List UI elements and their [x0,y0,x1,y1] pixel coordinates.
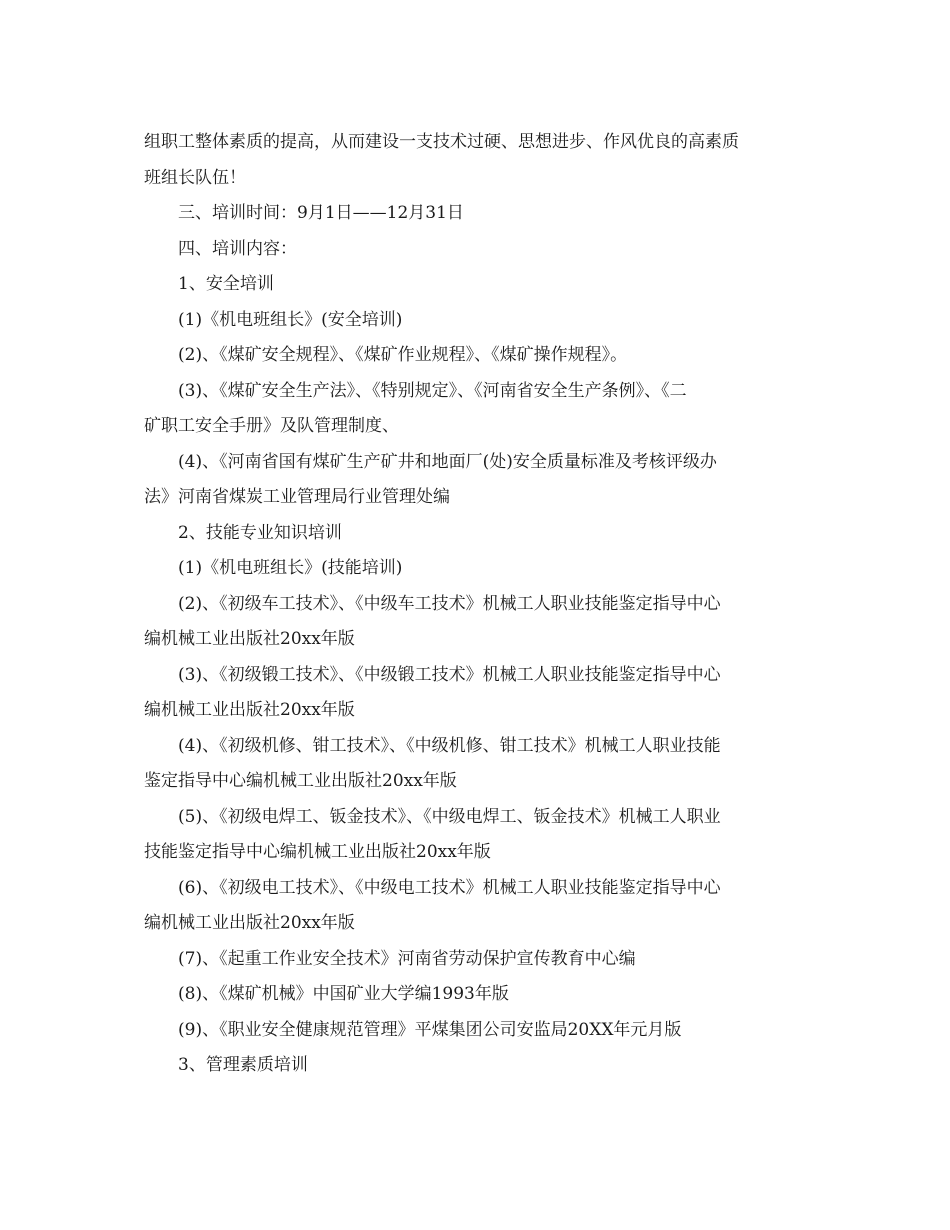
text-line: 矿职工安全手册》及队管理制度、 [144,416,399,436]
text-line: 编机械工业出版社20xx年版 [144,629,355,649]
text-line: 编机械工业出版社20xx年版 [144,913,355,933]
text-line: (5)、《初级电焊工、钣金技术》、《中级电焊工、钣金技术》机械工人职业 [178,806,721,827]
text-line: (8)、《煤矿机械》中国矿业大学编1993年版 [178,984,509,1004]
text-line: (2)、《煤矿安全规程》、《煤矿作业规程》、《煤矿操作规程》。 [178,345,628,365]
text-line: 法》河南省煤炭工业管理局行业管理处编 [144,487,450,507]
text-line: 四、培训内容： [178,238,297,259]
text-line: 技能鉴定指导中心编机械工业出版社20xx年版 [144,842,491,862]
text-line: (2)、《初级车工技术》、《中级车工技术》机械工人职业技能鉴定指导中心 [178,593,721,614]
text-line: (1)《机电班组长》(技能培训) [178,558,403,578]
text-line: 鉴定指导中心编机械工业出版社20xx年版 [144,771,457,791]
text-line: 1、安全培训 [178,274,274,294]
text-line: (9)、《职业安全健康规范管理》平煤集团公司安监局20XX年元月版 [178,1019,682,1040]
text-line: (7)、《起重工作业安全技术》河南省劳动保护宣传教育中心编 [178,948,636,969]
text-line: (3)、《初级锻工技术》、《中级锻工技术》机械工人职业技能鉴定指导中心 [178,664,721,685]
document-body [144,125,814,1084]
text-line: 三、培训时间：9月1日——12月31日 [178,203,464,223]
text-line: 班组长队伍！ [144,167,246,188]
text-line: 组职工整体素质的提高，从而建设一支技术过硬、思想进步、作风优良的高素质 [144,132,739,152]
text-line: (6)、《初级电工技术》、《中级电工技术》机械工人职业技能鉴定指导中心 [178,877,721,898]
text-line: (4)、《初级机修、钳工技术》、《中级机修、钳工技术》机械工人职业技能 [178,735,721,756]
text-line: (1)《机电班组长》(安全培训) [178,309,403,330]
text-line: (3)、《煤矿安全生产法》、《特别规定》、《河南省安全生产条例》、《二 [178,380,687,401]
text-line: 2、技能专业知识培训 [178,522,342,543]
text-line: (4)、《河南省国有煤矿生产矿井和地面厂(处)安全质量标准及考核评级办 [178,451,717,472]
text-line: 编机械工业出版社20xx年版 [144,700,355,720]
text-line: 3、管理素质培训 [178,1055,308,1075]
